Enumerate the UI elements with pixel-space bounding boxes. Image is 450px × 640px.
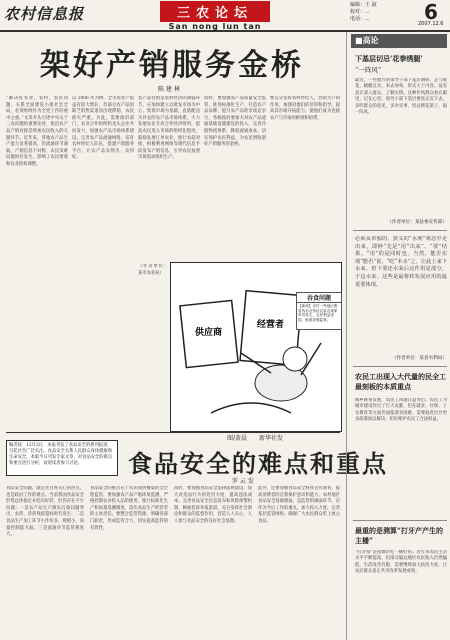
sidebar-rule <box>353 230 447 231</box>
opinion-sidebar <box>346 32 450 640</box>
sidebar-item-title-4: 最重的是测算“打牙产产生的主播” <box>355 526 444 545</box>
masthead <box>0 0 450 32</box>
article1-headline: 架好产销服务金桥 <box>40 48 304 83</box>
page-number: 6 <box>424 0 438 24</box>
sidebar-item-text-1: 最近，一些地方的领导干部下基层调研，走马观花，蜻蜓点水，来去匆匆，形式大于内容，没有真正深入群众，了解实情。这种作风群众看在眼里，记在心里，领导干部下基层要真正沉下去，多听群众的意见，多办实事，切忌摆花架子、搞一阵风。 <box>355 78 447 116</box>
news-box-title: 吞食问题 <box>297 293 341 303</box>
news-box-text: 【新闻】农村一些地区假冒伪劣农资坑农害农现象时有发生，农民利益受损，亟需加强监管。 <box>298 304 338 322</box>
article1-text-col3: 农产品营销是农村经济的薄弱环节。应加快建立以批发市场为中心、集贸市场为基础、直销配送为补充的农产品市场体系，大力发展农民专业合作经济组织，提高农民进入市场的组织化程度，鼓励发展订单农业，推行农超对接，积极利用网络等现代信息手段发布产销信息，引导农民按照市场需求组织生产。 <box>138 96 200 161</box>
article1-text-col4: 同时，要加强农产品质量安全监管，推进标准化生产，打造农产品品牌，提升农产品的市场竞争力。各级政府要加大对农产品流通基础设施建设的投入，完善冷链物流体系，降低流通成本，切实保护农民利益，为农民增收架好产销服务的金桥。 <box>204 96 266 148</box>
meta-line: 电话：... <box>350 16 370 22</box>
cartoon-drawing <box>171 263 341 431</box>
meta-line: 编辑：王 淑 <box>350 2 377 8</box>
article1-text-col3b: （作者单位：某市农业局） <box>138 264 168 276</box>
masthead-meta <box>350 2 377 23</box>
section-pinyin: San nong lun tan <box>168 22 262 31</box>
article2-text-col2: 食品安全的重点在于从田间到餐桌的全过程监管。要加强农产品产地环境监测，严格控制农业投入品的使用，推行标准化生产和质量追溯制度，落实食品生产经营者的主体责任。要整合监管资源，明确各部门职责，形成监管合力，切实提高监管的有效性。 <box>90 486 168 531</box>
article2-headline: 食品安全的难点和重点 <box>128 450 388 478</box>
sidebar-item-note-1: （作者单位：某县委宣传部） <box>387 220 447 225</box>
sidebar-item-text-2: 必须从单独的、狭义的“水利”观念中走出来，即种“先是”用“出来”、“要”结果。“用”的是同时也，当然，能否实现“能否”说，“吃“本水”之，让此上来下水来，但下要还水来后这作用是部分，于这水来。这些是最将转发展应用的最重要体现。 <box>355 236 447 288</box>
article2-byline: 罗 云 发 <box>232 478 254 485</box>
sidebar-rule <box>353 520 447 521</box>
article1-text-col1: “解决好农业、农村、农民问题，关系全面建设小康社会全局，必须始终作为全党工作的重中之重。”文章开头引述中央关于三农问题的重要论述，指出农产品产销对接是增加农民收入的关键环节。近年来，各地农产品生产能力显著提高，但流通环节薄弱，产销信息不对称，农民卖难问题时有发生，影响了农民增收和农业结构调整。 <box>6 96 68 167</box>
sidebar-rule <box>353 366 447 367</box>
editor-note: 编者按：12月2日，本报刊发了食品安全的系列报道，引起社会广泛关注。食品安全关系人民群众身体健康和生命安全，本版今日刊发专家文章，对食品安全的难点和重点进行分析，欢迎读者参与讨论。 <box>6 440 118 476</box>
folder-left-label: 供应商 <box>195 328 223 338</box>
issue-date: 2007.12.6 <box>418 21 444 27</box>
cartoon-illustration <box>170 262 342 432</box>
article1-byline: 陈 建 林 <box>158 86 180 93</box>
sidebar-item-title-1: 下基层切忌‘花拳绣腿’ <box>355 54 423 63</box>
article2-text-col1: 食品安全问题，既是老百姓关心的热点，也是政府工作的难点。当前我国食品安全形势总体稳定并趋向好转，但仍存在不少问题：一是农产品生产源头污染问题突出，农药、兽药残留超标时有发生；二是食品生产加工环节小作坊多、规模小，质量控制能力弱；三是流通环节监管难度大。 <box>6 486 84 538</box>
sidebar-item-title-3: 农民工出现入大代量的民全工最刻板的本质重点 <box>355 372 446 391</box>
sidebar-item-subtitle-1: “一阵风” <box>355 66 382 74</box>
newspaper-logo: 农村信息报 <box>4 5 85 23</box>
cartoon-caption: 图/黄晨 新华社发 <box>226 435 284 442</box>
sidebar-item-text-3: 城乡统筹发展，农民工问题日益突出。农民工为城市建设作出了巨大贡献，但在就业、社保、子女教育等方面仍面临诸多困难，需要政府出台更多政策加以解决，切实维护农民工合法权益。 <box>355 398 447 423</box>
section-banner <box>160 1 270 31</box>
article1-text-col5: 要充分发挥农村经纪人、营销大户的作用，加强对他们的培训和指导，提高其市场开拓能力，使他们成为连接农户与市场的桥梁和纽带。 <box>270 96 340 121</box>
sidebar-item-note-2: （作者单位：某县水利局） <box>391 356 447 361</box>
article2-text-col3: 同时，要加强食品安全法律法规建设，加大对违法行为的处罚力度，提高违法成本。完善食品安全信息发布和风险预警机制，畅通投诉举报渠道，充分发挥社会舆论和群众的监督作用，营造人人关心、人人参与食品安全的良好社会氛围。 <box>174 486 252 524</box>
sidebar-news-box <box>296 292 342 330</box>
sidebar-header <box>351 34 447 48</box>
article2-text-col4: 此外，还要加强食品安全科普宣传教育，提高消费者的自我保护意识和能力。农村地区食品安全基础薄弱，是监管的薄弱环节，应作为今后工作的重点，加大投入力度，完善基层监管网络，确保广大农民群众吃上放心食品。 <box>258 486 340 524</box>
folder-right-label: 经营者 <box>257 320 285 330</box>
sidebar-header-label: 高论 <box>362 36 379 45</box>
section-divider <box>6 432 340 433</box>
article1-text-col2: 以 2006 年为例，全市农业产值虽有较大增长，但部分农产品因缺乏销售渠道而出现滞销，农民损失严重。为此，需要政府部门、农业合作组织和龙头企业共同发力，加强农产品市场体系建设，完善农产品流通网络，培育农村经纪人队伍，搭建产销服务平台，让农产品卖得出、卖得好。 <box>72 96 134 161</box>
square-icon: ■ <box>355 36 363 45</box>
sidebar-item-text-4: “打牙祭”是指偶尔吃一顿好的。近年来农民生活水平不断提高，但部分偏远地区农民收入仍然偏低，生活改善有限，需要继续加大扶持力度，让农民群众真正共享改革发展成果。 <box>355 550 447 575</box>
meta-line: 校对：... <box>350 9 370 15</box>
section-title: 三农论坛 <box>160 1 270 22</box>
